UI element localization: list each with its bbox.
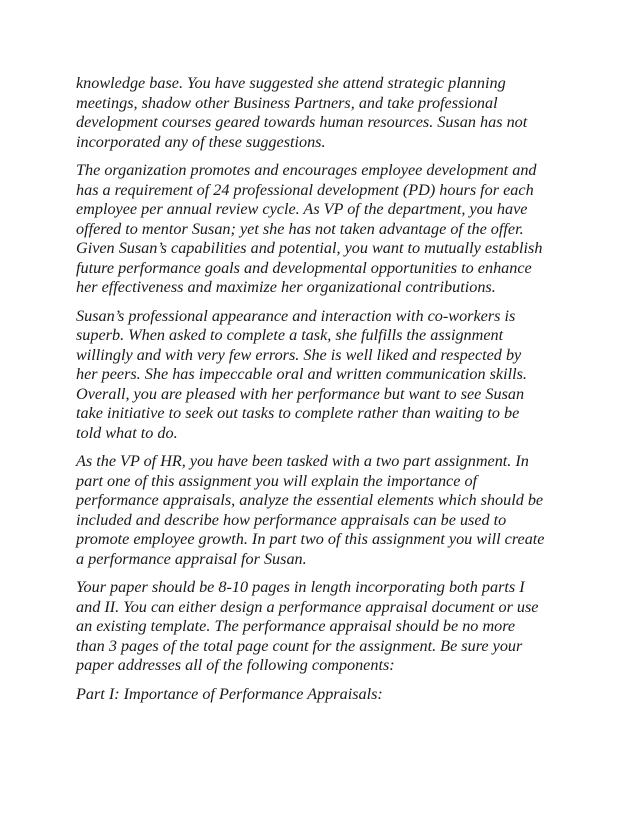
document-body	[76, 74, 566, 704]
paragraph-assignment-description: As the VP of HR, you have been tasked with a two part assignment. In part one of this assignment you will explain the importance of performance appraisals, analyze the essential elements which should be included and describe how performance appraisals can be used to promote employee growth. In part two of this assignment you will create a performance appraisal for Susan.	[76, 452, 545, 568]
paragraph-knowledge-base: knowledge base. You have suggested she attend strategic planning meetings, shadow other Business Partners, and take professional development courses geared towards human resources. Susan has not incorporated any of these suggestions.	[76, 74, 528, 151]
section-heading-part-one: Part I: Importance of Performance Appraisals:	[76, 684, 383, 703]
paragraph-paper-requirements: Your paper should be 8-10 pages in length incorporating both parts I and II. You can either design a performance appraisal document or use an existing template. The performance appraisal should be no more than 3 pages of the total page count for the assignment. Be sure your paper addresses all of the following components:	[76, 578, 539, 674]
paragraph-susan-appearance: Susan’s professional appearance and interaction with co-workers is superb. When asked to complete a task, she fulfills the assignment willingly and with very few errors. She is well liked and respected by her peers. She has impeccable oral and written communication skills. Overall, you are pleased with her performance but want to see Susan take initiative to seek out tasks to complete rather than waiting to be told what to do.	[76, 306, 527, 442]
paragraph-organization-development: The organization promotes and encourages employee development and has a requirement of 24 professional development (PD) hours for each employee per annual review cycle. As VP of the department, you have offered to mentor Susan; yet she has not taken advantage of the offer. Given Susan’s capabilities and potential, you want to mutually establish future performance goals and developmental opportunities to enhance her effectiveness and maximize her organizational contributions.	[76, 161, 543, 296]
